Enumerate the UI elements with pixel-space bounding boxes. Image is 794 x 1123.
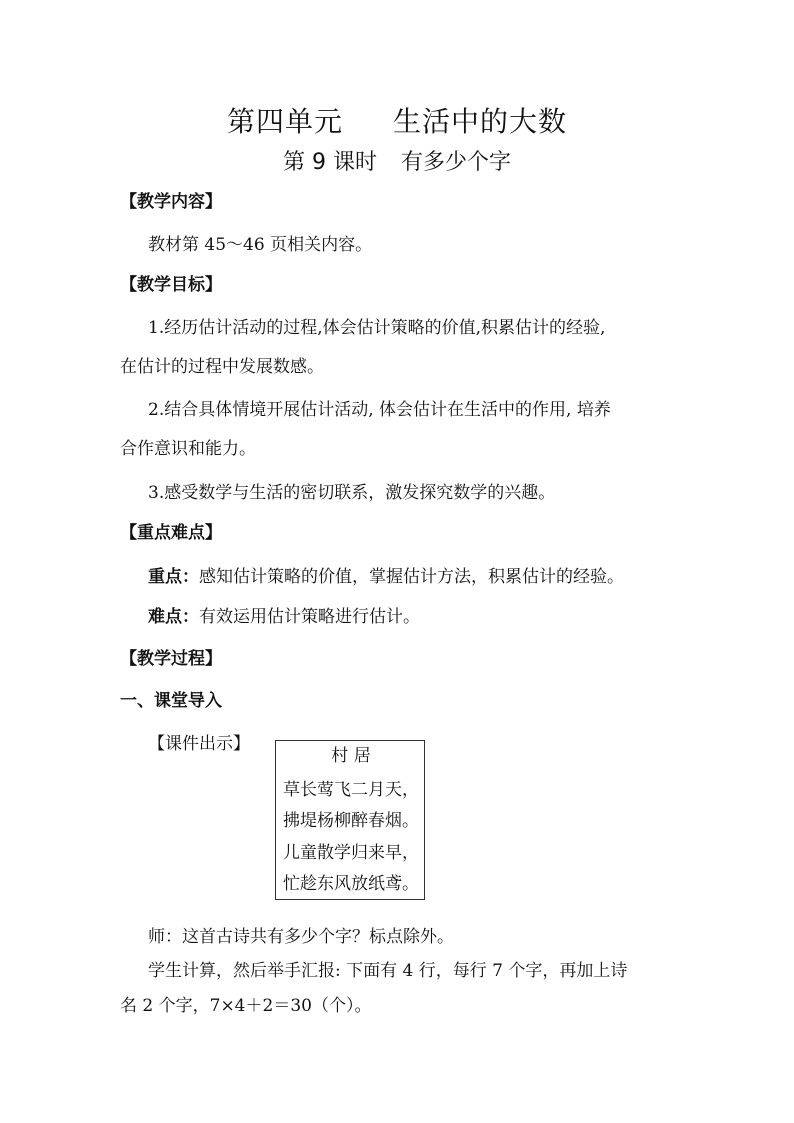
page-title	[0, 100, 794, 140]
difficult-point-label: 难点：	[148, 607, 199, 627]
difficult-point	[148, 606, 708, 628]
subtitle-lesson: 第 9 课时	[283, 150, 377, 175]
poem-title: 村 居	[331, 746, 371, 766]
goals-heading: 【教学目标】	[120, 275, 222, 295]
process-heading: 【教学过程】	[120, 649, 222, 669]
teacher-question: 师：这首古诗共有多少个字？标点除外。	[148, 927, 454, 947]
poem-line-3: 儿童散学归来早，	[283, 843, 419, 863]
poem-line-4: 忙趁东风放纸鸢。	[283, 874, 419, 894]
title-unit: 第四单元	[226, 105, 343, 138]
part-1-heading: 一、课堂导入	[120, 691, 222, 711]
goal-2-line-2: 合作意识和能力。	[120, 439, 256, 459]
subtitle-topic: 有多少个字	[400, 150, 511, 175]
page-subtitle	[0, 145, 794, 176]
student-answer-line-1: 学生计算，然后举手汇报: 下面有 4 行，每行 7 个字，再加上诗	[148, 961, 628, 981]
student-answer-line-2: 名 2 个字，7×4＋2＝30（个）。	[120, 996, 372, 1016]
courseware-label: 【课件出示】	[148, 734, 250, 754]
content-text: 教材第 45～46 页相关内容。	[148, 235, 373, 255]
goal-1-line-1: 1.经历估计活动的过程,体会估计策略的价值,积累估计的经验,	[148, 318, 606, 338]
key-point-text: 感知估计策略的价值，掌握估计方法，积累估计的经验。	[199, 567, 624, 587]
poem-line-2: 拂堤杨柳醉春烟。	[283, 811, 419, 831]
key-point	[148, 566, 708, 588]
goal-3: 3.感受数学与生活的密切联系，激发探究数学的兴趣。	[148, 483, 556, 503]
title-topic: 生活中的大数	[393, 105, 568, 138]
poem-box	[275, 740, 425, 900]
key-points-heading: 【重点难点】	[120, 523, 222, 543]
difficult-point-text: 有效运用估计策略进行估计。	[199, 607, 420, 627]
poem-line-1: 草长莺飞二月天，	[283, 780, 419, 800]
content-heading: 【教学内容】	[120, 192, 222, 212]
goal-2-line-1: 2.结合具体情境开展估计活动, 体会估计在生活中的作用, 培养	[148, 400, 611, 420]
goal-1-line-2: 在估计的过程中发展数感。	[120, 357, 324, 377]
key-point-label: 重点：	[148, 567, 199, 587]
